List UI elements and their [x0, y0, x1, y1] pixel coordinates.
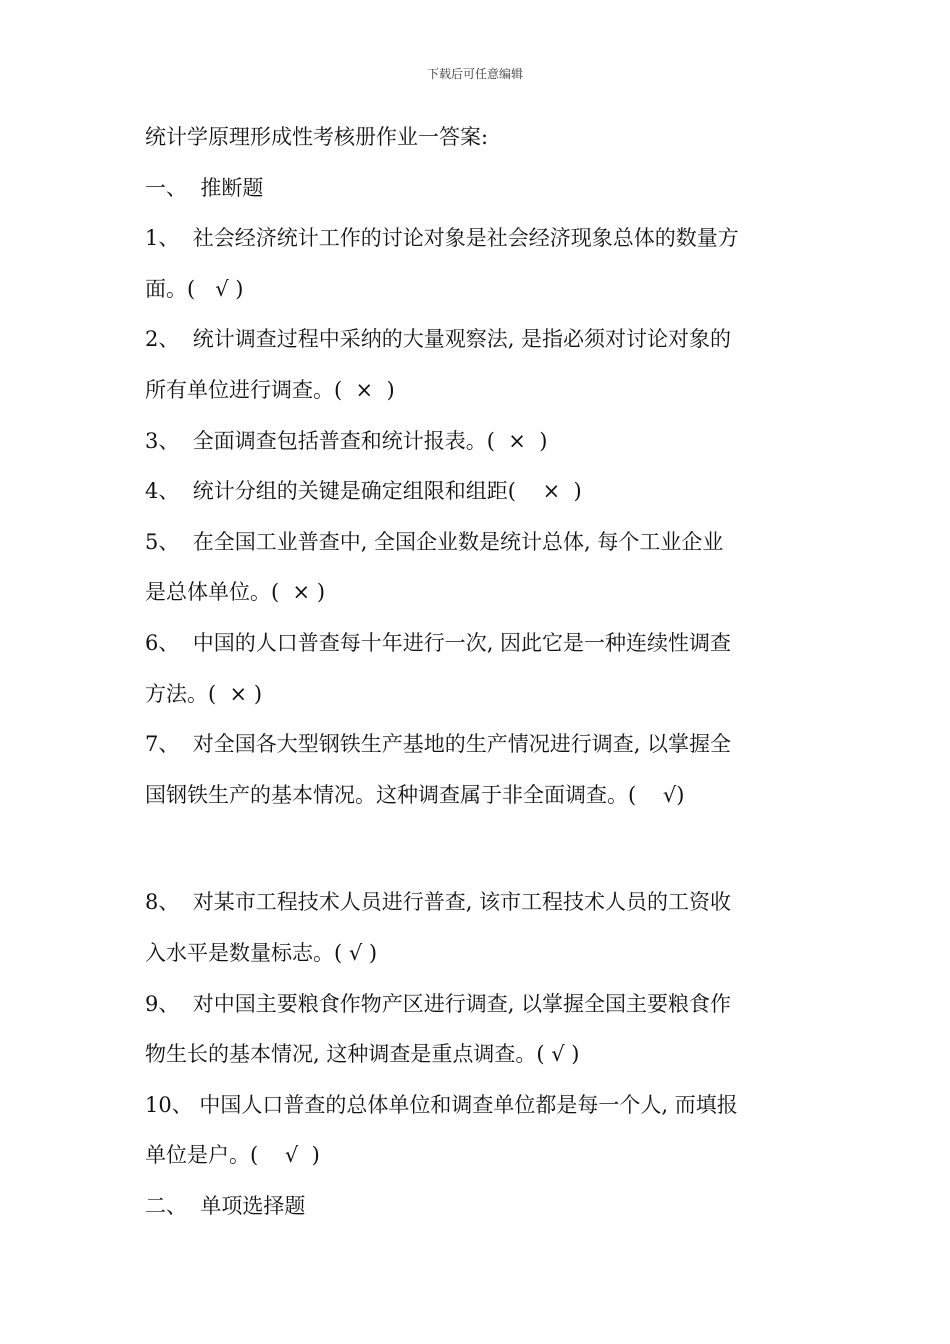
section-heading-judgement: 一、 推断题	[145, 175, 264, 200]
document-title: 统计学原理形成性考核册作业一答案:	[145, 125, 489, 149]
question-9-line-2: 物生长的基本情况, 这种调查是重点调查。( √ )	[145, 1042, 580, 1067]
section-heading-single-choice: 二、 单项选择题	[145, 1193, 306, 1218]
question-2-line-2: 所有单位进行调查。( × )	[145, 377, 395, 402]
question-10-line-1: 10、 中国人口普查的总体单位和调查单位都是每一个人, 而填报	[145, 1092, 738, 1117]
question-6-line-1: 6、 中国的人口普查每十年进行一次, 因此它是一种连续性调查	[145, 630, 732, 655]
question-5-line-1: 5、 在全国工业普查中, 全国企业数是统计总体, 每个工业企业	[145, 529, 724, 554]
question-5-line-2: 是总体单位。( × )	[145, 580, 326, 605]
question-7-line-2: 国钢铁生产的基本情况。这种调查属于非全面调查。( √)	[145, 782, 685, 807]
document-body	[145, 112, 813, 1231]
question-1-line-2: 面。( √ )	[145, 276, 244, 301]
question-9-line-1: 9、 对中国主要粮食作物产区进行调查, 以掌握全国主要粮食作	[145, 991, 732, 1016]
question-6-line-2: 方法。( × )	[145, 681, 263, 706]
question-7-line-1: 7、 对全国各大型钢铁生产基地的生产情况进行调查, 以掌握全	[145, 732, 732, 757]
question-3: 3、 全面调查包括普查和统计报表。( × )	[145, 428, 548, 453]
question-4: 4、 统计分组的关键是确定组限和组距( × )	[145, 479, 582, 504]
question-8-line-2: 入水平是数量标志。( √ )	[145, 940, 378, 965]
paragraph-gap	[145, 820, 813, 877]
question-2-line-1: 2、 统计调查过程中采纳的大量观察法, 是指必须对讨论对象的	[145, 327, 732, 352]
question-8-line-1: 8、 对某市工程技术人员进行普查, 该市工程技术人员的工资收	[145, 890, 732, 915]
question-10-line-2: 单位是户。( √ )	[145, 1143, 320, 1168]
page-header-note: 下载后可任意编辑	[426, 67, 523, 81]
question-1-line-1: 1、 社会经济统计工作的讨论对象是社会经济现象总体的数量方	[145, 226, 739, 251]
